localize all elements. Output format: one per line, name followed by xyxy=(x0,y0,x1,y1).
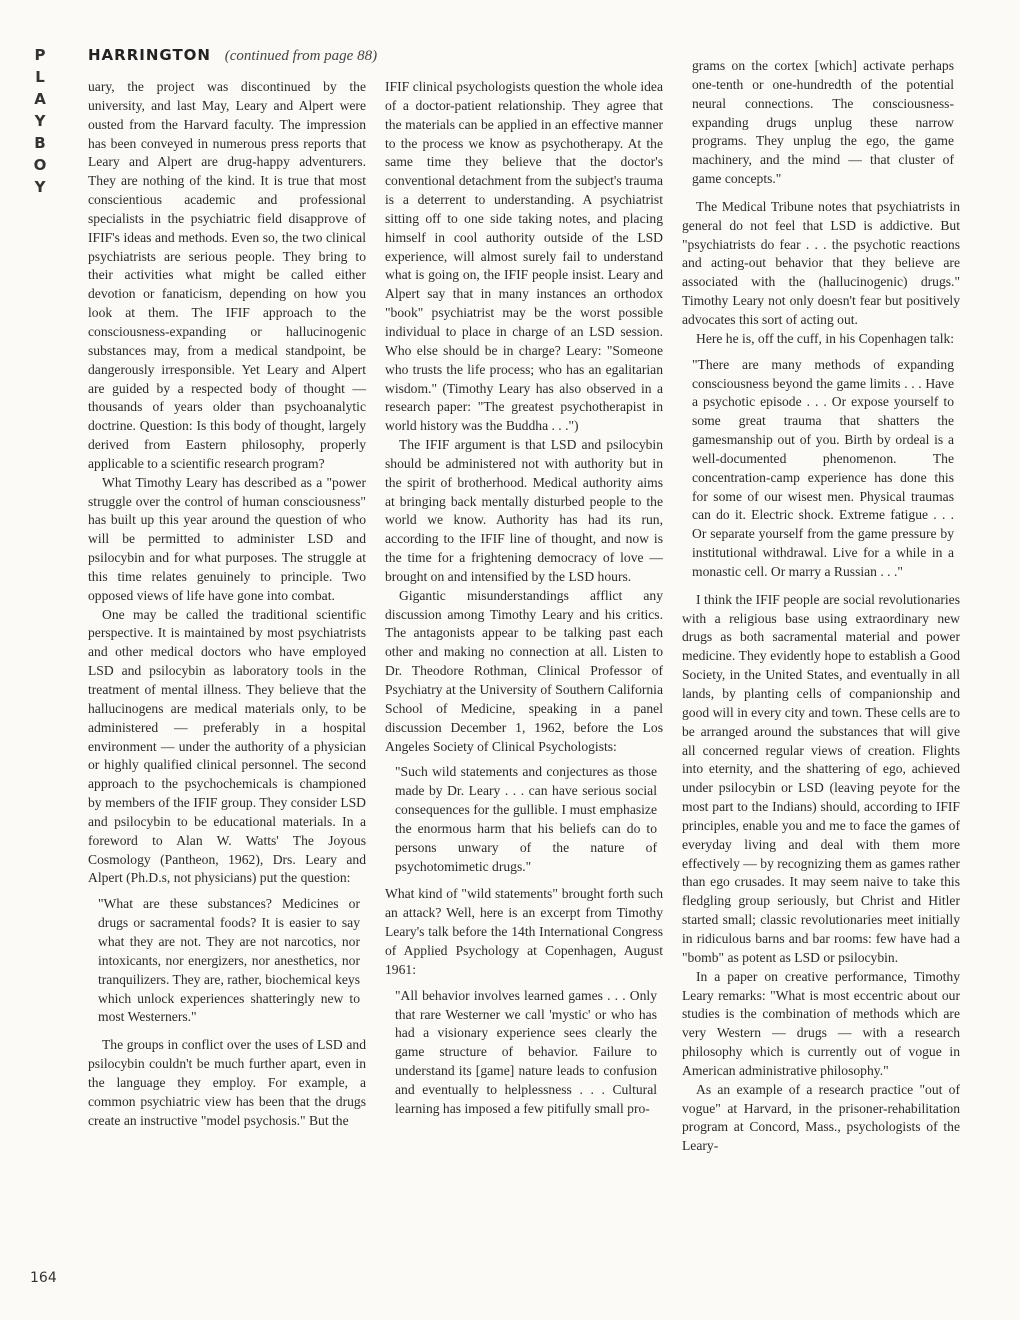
paragraph: Gigantic misunderstandings afflict any discussion among Timothy Leary and his critics. The antagonists appear to be talking past each other and making no connection at all. Listen to Dr. Theodore Rothman, Clinical Professor of Psychiatry at the University of Southern California School of Medicine, speaking in a panel discussion December 1, 1962, before the Los Angeles Society of Clinical Psychologists: xyxy=(385,587,663,754)
page-number: 164 xyxy=(30,1270,57,1286)
block-quote: "There are many methods of expanding consciousness beyond the game limits . . . Have a psychotic episode . . . Or expose yourself to some great trauma that shatters the gamesmanship out of you. Birth by ordeal is a well-documented phenomenon. The concentration-camp experience has done this for some of our wisest men. Physical traumas can do it. Electric shock. Extreme fatigue . . . Or separate yourself from the game pressure by institutional withdrawal. Live for a while in a monastic cell. Or marry a Russian . . ." xyxy=(692,356,954,579)
paragraph: The groups in conflict over the uses of LSD and psilocybin couldn't be much further apart, even in the language they employ. For example, a common psychiatric view has been that the drugs create an instructive "model psychosis." But the xyxy=(88,1037,366,1128)
sidebar-letter: P xyxy=(34,46,46,64)
paragraph: The Medical Tribune notes that psychiatrists in general do not feel that LSD is addictive. But "psychiatrists do fear . . . the psychotic reactions and acting-out behavior that they believe are associated with the (hallucinogenic) drugs." Timothy Leary not only doesn't fear but positively advocates this sort of acting out. xyxy=(682,198,960,327)
sidebar-letter: O xyxy=(33,156,47,174)
block-quote: "Such wild statements and conjectures as those made by Dr. Leary . . . can have serious social consequences for the gullible. I must emphasize the enormous harm that his beliefs can do to persons unwary of the nature of psychotomimetic drugs." xyxy=(395,764,657,874)
continued-note: (continued from page 88) xyxy=(224,48,378,64)
sidebar-letter: A xyxy=(34,90,46,108)
paragraph: One may be called the traditional scientific perspective. It is maintained by most psychiatrists and other medical doctors who have employed LSD and psilocybin as laboratory tools in the treatment of mental illness. They believe that the hallucinogens are medical materials only, to be administered — preferably in a hospital environment — under the authority of a physician or highly qualified clinical personnel. The second approach to the psychochemicals is championed by members of the IFIF group. They consider LSD and psilocybin to be educational materials. In a foreword to Alan W. Watts' The Joyous Cosmology (Pantheon, 1962), Drs. Leary and Alpert (Ph.D.s, not physicians) put the question: xyxy=(88,606,366,886)
sidebar-letter: Y xyxy=(34,178,46,196)
sidebar-letter: B xyxy=(34,134,46,152)
text-column-3 xyxy=(682,50,960,1156)
paragraph: The IFIF argument is that LSD and psilocybin should be administered not with authority but in the spirit of brotherhood. Medical authority aims at bringing back mentally disturbed people to the world we know. Authority has had its run, according to the IFIF line of thought, and now is the time for a frightening democracy of love — brought on and intensified by the LSD hours. xyxy=(385,437,663,584)
block-quote: grams on the cortex [which] activate perhaps one-tenth or one-hundredth of the potential neural connections. The consciousness-expanding drugs unplug these narrow programs. They unplug the ego, the game machinery, and the mind — that cluster of game concepts." xyxy=(692,58,954,187)
text-column-2 xyxy=(385,78,663,1128)
paragraph: IFIF clinical psychologists question the whole idea of a doctor-patient relationship. They agree that the materials can be applied in an effective manner to the process we know as psychotherapy. At the same time they believe that the doctor's conventional detachment from the subject's trauma is a deterrent to understanding. A psychiatrist sitting off to one side taking notes, and placing himself in cool authority outside of the LSD experience, will almost surely fail to understand what is going on, the IFIF people insist. Leary and Alpert say that in many instances an orthodox "book" psychiatrist may be the worst possible individual to place in charge of an LSD session. Who else should be in charge? Leary: "Someone who trusts the life process; who has an egalitarian wisdom." (Timothy Leary has also observed in a research paper: "The greatest psychotherapist in world history was the Buddha . . .") xyxy=(385,79,663,434)
block-quote: "All behavior involves learned games . . . Only that rare Westerner we call 'mystic' or who has had a visionary experience sees clearly the game structure of behavior. Failure to understand its [game] nature leads to confusion and eventually to helplessness . . . Cultural learning has imposed a few pitifully small pro- xyxy=(395,987,657,1116)
text-column-1 xyxy=(88,78,366,1130)
author-name: HARRINGTON xyxy=(88,46,211,64)
paragraph: As an example of a research practice "out of vogue" at Harvard, in the prisoner-rehabilitation program at Concord, Mass., psychologists of the Leary- xyxy=(682,1081,960,1154)
sidebar-letter: L xyxy=(35,68,45,86)
paragraph: uary, the project was discontinued by the university, and last May, Leary and Alpert were ousted from the Harvard faculty. The impression has been conveyed in numerous press reports that Leary and Alpert are drug-happy adventurers. They are nothing of the kind. It is true that most conscientious academic and professional specialists in the psychiatric field disapprove of IFIF's ideas and methods. Even so, the two clinical psychiatrists are serious people. They bring to their activities what might be called either devotion or fanaticism, depending on how you look at them. The IFIF approach to the consciousness-expanding or hallucinogenic substances may, from a medical standpoint, be dangerously irresponsible. Yet Leary and Alpert are guided by a respected body of thought — thousands of years older than psychoanalytic doctrine. Question: Is this body of thought, largely derived from Eastern philosophy, properly applicable to a scientific research program? xyxy=(88,79,366,471)
magazine-sidebar-label xyxy=(28,44,52,198)
paragraph: What Timothy Leary has described as a "power struggle over the control of human consciousness" has built up this year around the question of who will be permitted to administer LSD and psilocybin and for what purposes. The struggle at this time relates genuinely to principle. Two opposed views of life have gone into combat. xyxy=(88,474,366,603)
paragraph: I think the IFIF people are social revolutionaries with a religious base using extraordinary new drugs as both sacramental material and power medicine. They evidently hope to establish a Good Society, in the United States, and eventually in all lands, by planting cells of companionship and good will in every city and town. These cells are to be arranged around the substances that will give all concerned regular views of creation. Flights into eternity, and the shattering of ego, achieved under psilocybin or LSD (leaving peyote for the most part to the Indians) should, according to IFIF principles, enable you and me to face the games of everyday living and deal with them more effectively — by recognizing them as games rather than ego crusades. It may seem naive to take this fledgling group seriously, but Christ and Hitler started small; classic revolutionaries meet initially in ridiculous barns and bar rooms: few have had a "bomb" as potent as LSD or psilocybin. xyxy=(682,591,960,965)
paragraph: Here he is, off the cuff, in his Copenhagen talk: xyxy=(696,330,955,346)
paragraph: In a paper on creative performance, Timothy Leary remarks: "What is most eccentric about our studies is the combination of methods which are very Western — drugs — with a research philosophy which is currently out of vogue in American administrative philosophy." xyxy=(682,968,960,1078)
article-header xyxy=(88,46,388,65)
sidebar-letter: Y xyxy=(34,112,46,130)
block-quote: "What are these substances? Medicines or drugs or sacramental foods? It is easier to say what they are not. They are not narcotics, nor intoxicants, nor energizers, nor anesthetics, nor tranquilizers. They are, rather, biochemical keys which unlock experiences shatteringly new to most Westerners." xyxy=(98,896,360,1025)
paragraph: What kind of "wild statements" brought forth such an attack? Well, here is an excerpt from Timothy Leary's talk before the 14th International Congress of Applied Psychology at Copenhagen, August 1961: xyxy=(385,886,663,977)
